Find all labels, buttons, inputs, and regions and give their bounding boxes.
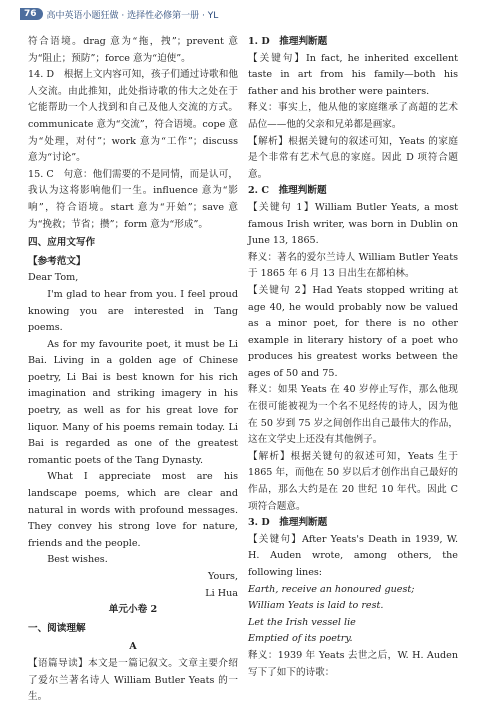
passage-label: A [129, 641, 137, 653]
page-header [20, 6, 460, 22]
paragraph: 符合语境。drag 意为“拖，拽”；prevent 意为“阻止；预防”；force 意为“迫使”。 [28, 36, 238, 64]
analysis: 【解析】根据关键句的叙述可知，Yeats 生于 1865 年，而他在 50 岁以后才创作出自己最好的作品，那么大约是在 20 世纪 10 年代。因此 C 项符合题意。 [248, 450, 458, 512]
letter-paragraph: What I appreciate most are his landscape poems, which are clear and natural in words with profound messages. They convey his strong love for nature, friends and the people. [28, 471, 238, 549]
translation: 释义：如果 Yeats 在 40 岁停止写作，那么他现在很可能被视为一个名不见经传的诗人，因为他在 50 岁到 75 岁之间创作出自己最伟大的作品，这在文学史上还没有其他例子。 [248, 384, 458, 446]
sample-essay-heading: 【参考范文】 [28, 255, 86, 267]
letter-greeting: Dear Tom, [28, 272, 79, 284]
poem-line: Earth, receive an honoured guest; [248, 583, 415, 595]
poem-line: William Yeats is laid to rest. [248, 600, 384, 612]
right-column [248, 34, 458, 681]
key-sentence: 【关键句 1】William Butler Yeats, a most famous Irish writer, was born in Dublin on June 13, 1865. [248, 201, 458, 247]
book-title: 高中英语小题狂做 · 选择性必修第一册 · YL [46, 10, 219, 21]
answer-14: 14. D 根据上文内容可知，孩子们通过诗歌和他人交流。由此推知，此处指诗歌的伟大之处在于它能帮助一个人找到和自己及他人交流的方式。communicate 意为“交流”，符合语境。cope 意为“处理，对付”；work 意为“工作”；discuss 意为“讨论”。 [28, 69, 238, 164]
letter-closing: Best wishes. [47, 554, 108, 566]
letter-paragraph: As for my favourite poet, it must be Li Bai. Living in a golden age of Chinese poetry, Li Bai is best known for his rich imagination and striking imagery in his poetry, as well as for his great love for liquor. Many of his poems remain today. Li Bai is regarded as one of the greatest romantic poets of the Tang Dynasty. [28, 338, 238, 466]
question-heading: 1. D 推理判断题 [248, 36, 328, 47]
question-heading: 3. D 推理判断题 [248, 517, 328, 529]
key-sentence: 【关键句】In fact, he inherited excellent taste in art from his family—both his father and his brother were painters. [248, 52, 458, 97]
poem-line: Emptied of its poetry. [248, 633, 353, 645]
unit-test-title: 单元小卷 2 [108, 604, 158, 616]
key-sentence: 【关键句 2】Had Yeats stopped writing at age 40, he would probably now be valued as a minor poet, for there is no other example in literary history of a poet who produces his greatest works between the ages of 50 and 75. [248, 284, 458, 379]
question-heading: 2. C 推理判断题 [248, 185, 327, 197]
translation: 释义：事实上，他从他的家庭继承了高超的艺术品位——他的父亲和兄弟都是画家。 [248, 102, 458, 130]
poem-line: Let the Irish vessel lie [248, 616, 356, 628]
answer-15: 15. C 句意：他们需要的不是同情，而是认可，我认为这将影响他们一生。influence 意为“影响”，符合语境。start 意为“开始”；save 意为“挽救；节省；攒”；form 意为“形成”。 [28, 168, 238, 230]
letter-paragraph: I'm glad to hear from you. I feel proud knowing you are interested in Tang poems. [28, 288, 238, 334]
translation: 释义：1939 年 Yeats 去世之后，W. H. Auden 写下了如下的诗歌： [248, 649, 458, 678]
left-column [28, 34, 238, 706]
letter-signoff: Yours, [207, 571, 238, 582]
page-number: 76 [20, 8, 43, 20]
analysis: 【解析】根据关键句的叙述可知，Yeats 的家庭是个非常有艺术气息的家庭。因此 D 项符合题意。 [248, 135, 458, 180]
letter-signature: Li Hua [205, 587, 238, 599]
translation: 释义：著名的爱尔兰诗人 William Butler Yeats 于 1865 年 6 月 13 日出生在都柏林。 [248, 251, 458, 280]
section-heading: 一、阅读理解 [28, 622, 86, 634]
passage-guide: 【语篇导读】本文是一篇记叙文。文章主要介绍了爱尔兰著名诗人 William Butler Yeats 的一生。 [28, 657, 238, 703]
section-heading: 四、应用文写作 [28, 237, 96, 249]
key-sentence: 【关键句】After Yeats's Death in 1939, W. H. Auden wrote, among others, the following lines: [248, 533, 458, 578]
